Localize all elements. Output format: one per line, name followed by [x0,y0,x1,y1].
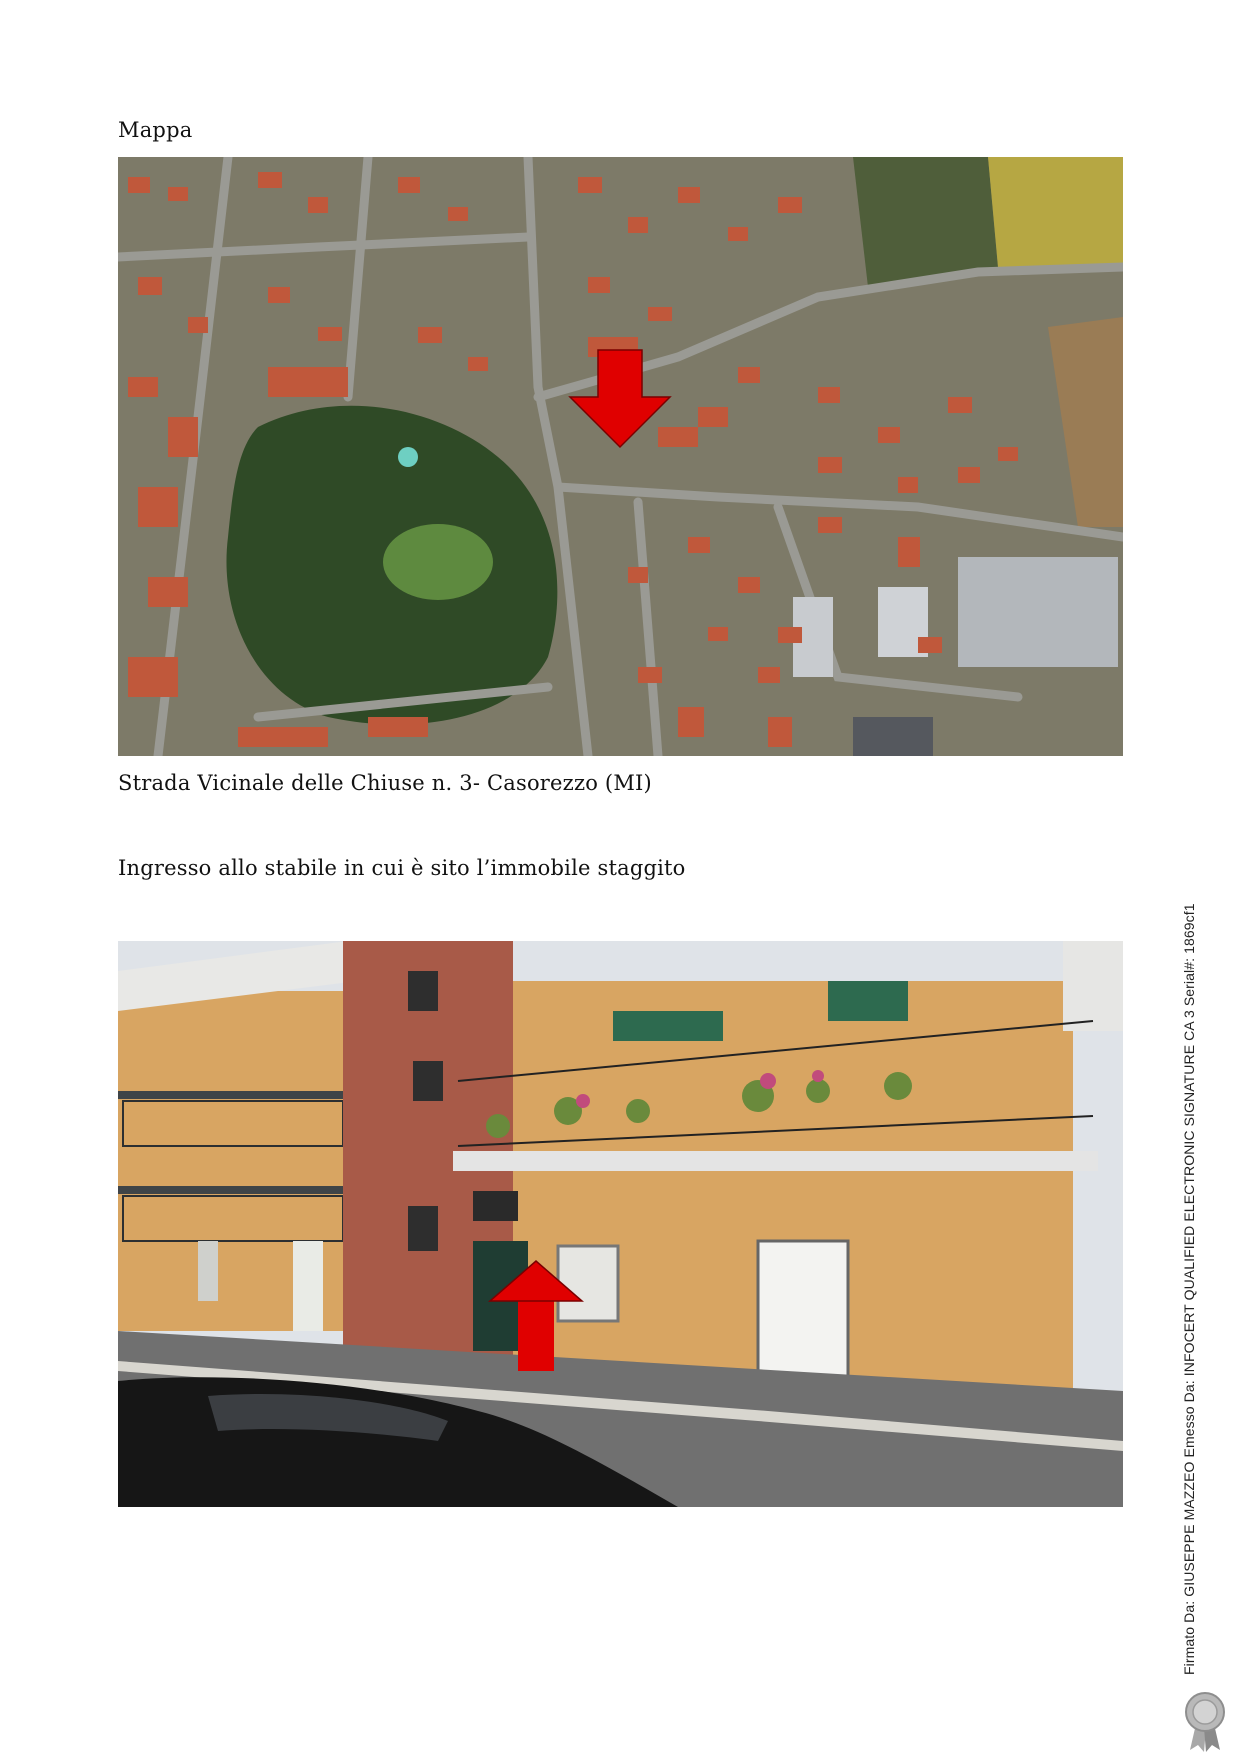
building-facade-photo [118,941,1123,1507]
map-caption: Mappa [118,118,193,142]
aerial-map-photo [118,157,1123,756]
seal-icon [1182,1690,1228,1752]
address-caption: Strada Vicinale delle Chiuse n. 3- Casorezzo (MI) [118,771,652,795]
digital-signature-text: Firmato Da: GIUSEPPE MAZZEO Emesso Da: INFOCERT QUALIFIED ELECTRONIC SIGNATURE CA 3 Serial#: 1869cf1 [1181,903,1197,1675]
entrance-caption: Ingresso allo stabile in cui è sito l’immobile staggito [118,856,686,880]
